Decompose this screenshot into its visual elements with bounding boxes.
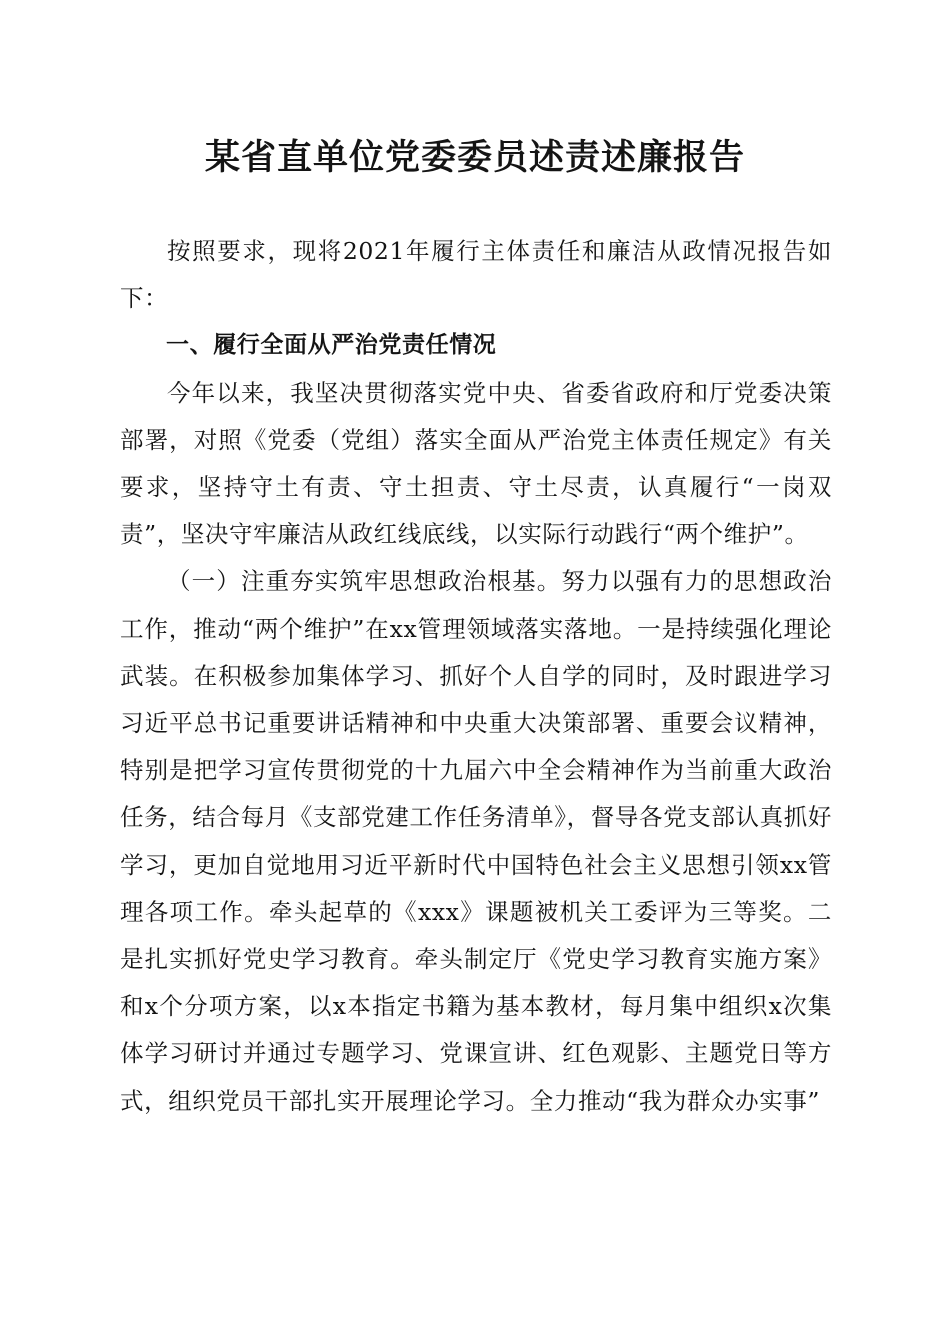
- subsection-lead: （一）注重夯实筑牢思想政治根基。: [167, 567, 562, 596]
- document-body: [120, 228, 832, 1125]
- intro-paragraph: 按照要求，现将2021年履行主体责任和廉洁从政情况报告如下：: [120, 237, 832, 313]
- document-title: 某省直单位党委委员述责述廉报告: [204, 137, 745, 178]
- section-paragraph: 今年以来，我坚决贯彻落实党中央、省委省政府和厅党委决策部署，对照《党委（党组）落实全面从严治党主体责任规定》有关要求，坚持守土有责、守土担责、守土尽责，认真履行“一岗双责”，坚决守牢廉洁从政红线底线，以实际行动践行“两个维护”。: [120, 378, 832, 549]
- section-heading: 一、履行全面从严治党责任情况: [166, 332, 497, 359]
- subsection-paragraph: [120, 558, 832, 1124]
- subsection-text: 努力以强有力的思想政治工作，推动“两个维护”在xx管理领域落实落地。一是持续强化理论武装。在积极参加集体学习、抓好个人自学的同时，及时跟进学习习近平总书记重要讲话精神和中央重大决策部署、重要会议精神，特别是把学习宣传贯彻党的十九届六中全会精神作为当前重大政治任务，结合每月《支部党建工作任务清单》，督导各党支部认真抓好学习，更加自觉地用习近平新时代中国特色社会主义思想引领xx管理各项工作。牵头起草的《xxx》课题被机关工委评为三等奖。二是扎实抓好党史学习教育。牵头制定厅《党史学习教育实施方案》和x个分项方案，以x本指定书籍为基本教材，每月集中组织x次集体学习研讨并通过专题学习、党课宣讲、红色观影、主题党日等方式，组织党员干部扎实开展理论学习。全力推动“我为群众办实事”: [120, 567, 832, 1115]
